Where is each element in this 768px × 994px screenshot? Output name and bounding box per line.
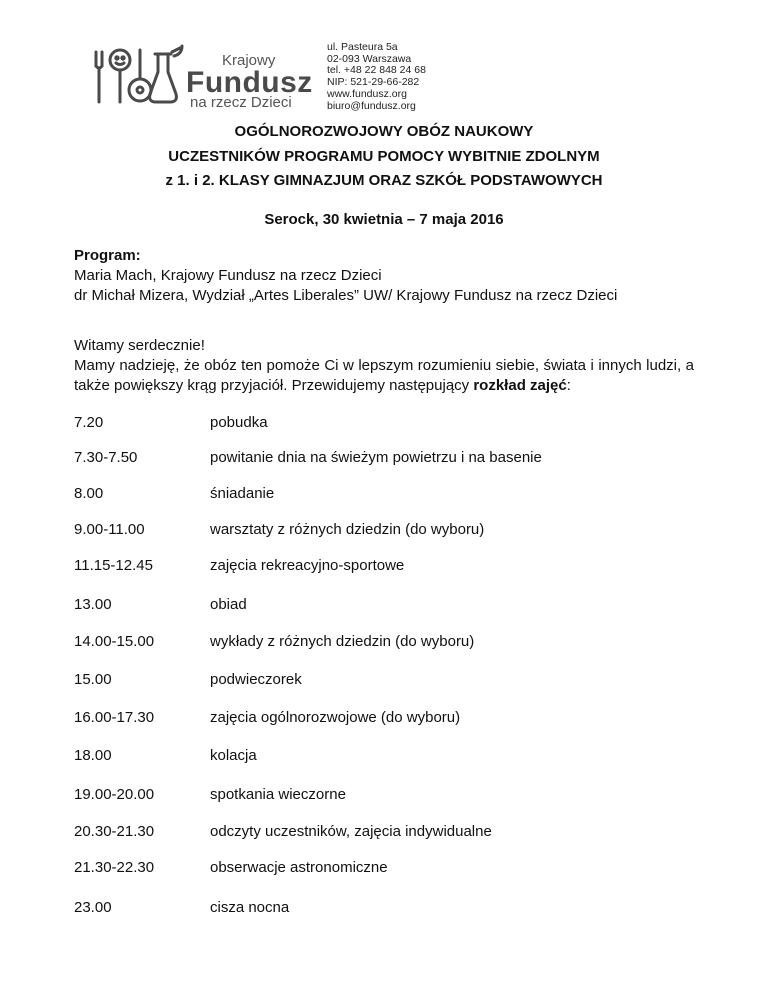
- schedule-row: [74, 631, 694, 653]
- schedule-row: [74, 897, 694, 919]
- schedule-row: [74, 519, 694, 541]
- schedule-row: [74, 594, 694, 616]
- schedule-activity: podwieczorek: [210, 671, 302, 688]
- schedule-time: 7.20: [74, 414, 104, 431]
- schedule-row: [74, 784, 694, 806]
- schedule-activity: pobudka: [210, 414, 268, 431]
- schedule-activity: cisza nocna: [210, 899, 290, 916]
- address-city: 02-093 Warszawa: [327, 52, 412, 65]
- greeting: Witamy serdecznie!: [74, 337, 205, 354]
- schedule-time: 7.30-7.50: [74, 449, 138, 466]
- program-section: [74, 246, 694, 306]
- schedule-activity: powitanie dnia na świeżym powietrzu i na basenie: [210, 449, 542, 466]
- address-website[interactable]: www.fundusz.org: [327, 87, 407, 100]
- schedule-row: [74, 821, 694, 843]
- address-phone: tel. +48 22 848 24 68: [327, 64, 426, 77]
- intro-text-end: :: [566, 377, 571, 394]
- schedule-time: 18.00: [74, 747, 112, 764]
- program-label: Program:: [74, 247, 141, 264]
- schedule-row: [74, 707, 694, 729]
- schedule-row: [74, 555, 694, 577]
- address-nip: NIP: 521-29-66-282: [327, 76, 420, 89]
- logo-wordmark: [186, 42, 326, 112]
- schedule-row: [74, 412, 694, 434]
- logo-line-krajowy: Krajowy: [222, 52, 276, 69]
- schedule-row: [74, 857, 694, 879]
- schedule-time: 23.00: [74, 899, 112, 916]
- schedule-activity: śniadanie: [210, 485, 275, 502]
- document-title-line-1: OGÓLNOROZWOJOWY OBÓZ NAUKOWY: [234, 123, 534, 140]
- schedule-time: 21.30-22.30: [74, 859, 155, 876]
- schedule-activity: spotkania wieczorne: [210, 786, 346, 803]
- schedule-time: 11.15-12.45: [74, 557, 153, 574]
- schedule-time: 13.00: [74, 596, 112, 613]
- document-title-line-3: z 1. i 2. KLASY GIMNAZJUM ORAZ SZKÓŁ PODSTAWOWYCH: [165, 172, 603, 189]
- schedule-activity: obiad: [210, 596, 247, 613]
- schedule-activity: obserwacje astronomiczne: [210, 859, 388, 876]
- schedule-row: [74, 483, 694, 505]
- schedule-time: 9.00-11.00: [74, 521, 145, 538]
- intro-bold-schedule: rozkład zajęć: [473, 377, 567, 394]
- schedule-activity: odczyty uczestników, zajęcia indywidualne: [210, 823, 492, 840]
- program-author-1: Maria Mach, Krajowy Fundusz na rzecz Dzieci: [74, 267, 382, 284]
- schedule-row: [74, 745, 694, 767]
- logo-line-na-rzecz-dzieci: na rzecz Dzieci: [190, 94, 292, 111]
- address-email[interactable]: biuro@fundusz.org: [327, 99, 416, 112]
- schedule-activity: warsztaty z różnych dziedzin (do wyboru): [210, 521, 485, 538]
- schedule-row: [74, 447, 694, 469]
- organization-logo: [88, 42, 328, 112]
- schedule-time: 20.30-21.30: [74, 823, 155, 840]
- schedule-time: 14.00-15.00: [74, 633, 155, 650]
- schedule-time: 19.00-20.00: [74, 786, 155, 803]
- schedule-activity: kolacja: [210, 747, 257, 764]
- logo-figures-icon: [88, 44, 184, 108]
- intro-paragraph: [74, 356, 694, 396]
- schedule-row: [74, 669, 694, 691]
- place-and-date: Serock, 30 kwietnia – 7 maja 2016: [264, 211, 504, 228]
- schedule-time: 8.00: [74, 485, 104, 502]
- schedule-time: 15.00: [74, 671, 112, 688]
- organization-address: [327, 42, 426, 112]
- schedule-activity: wykłady z różnych dziedzin (do wyboru): [210, 633, 475, 650]
- address-street: ul. Pasteura 5a: [327, 41, 398, 53]
- intro-section: [74, 336, 694, 396]
- schedule-time: 16.00-17.30: [74, 709, 155, 726]
- logo-line-fundusz: Fundusz: [186, 66, 313, 99]
- schedule-activity: zajęcia ogólnorozwojowe (do wyboru): [210, 709, 461, 726]
- document-title-line-2: UCZESTNIKÓW PROGRAMU POMOCY WYBITNIE ZDOLNYM: [168, 148, 600, 165]
- schedule-activity: zajęcia rekreacyjno-sportowe: [210, 557, 405, 574]
- program-author-2: dr Michał Mizera, Wydział „Artes Liberales” UW/ Krajowy Fundusz na rzecz Dzieci: [74, 287, 618, 304]
- intro-text: Mamy nadzieję, że obóz ten pomoże Ci w lepszym rozumieniu siebie, świata i innych ludzi, a także powiększy krąg przyjaciół. Przewidujemy następujący: [74, 357, 694, 394]
